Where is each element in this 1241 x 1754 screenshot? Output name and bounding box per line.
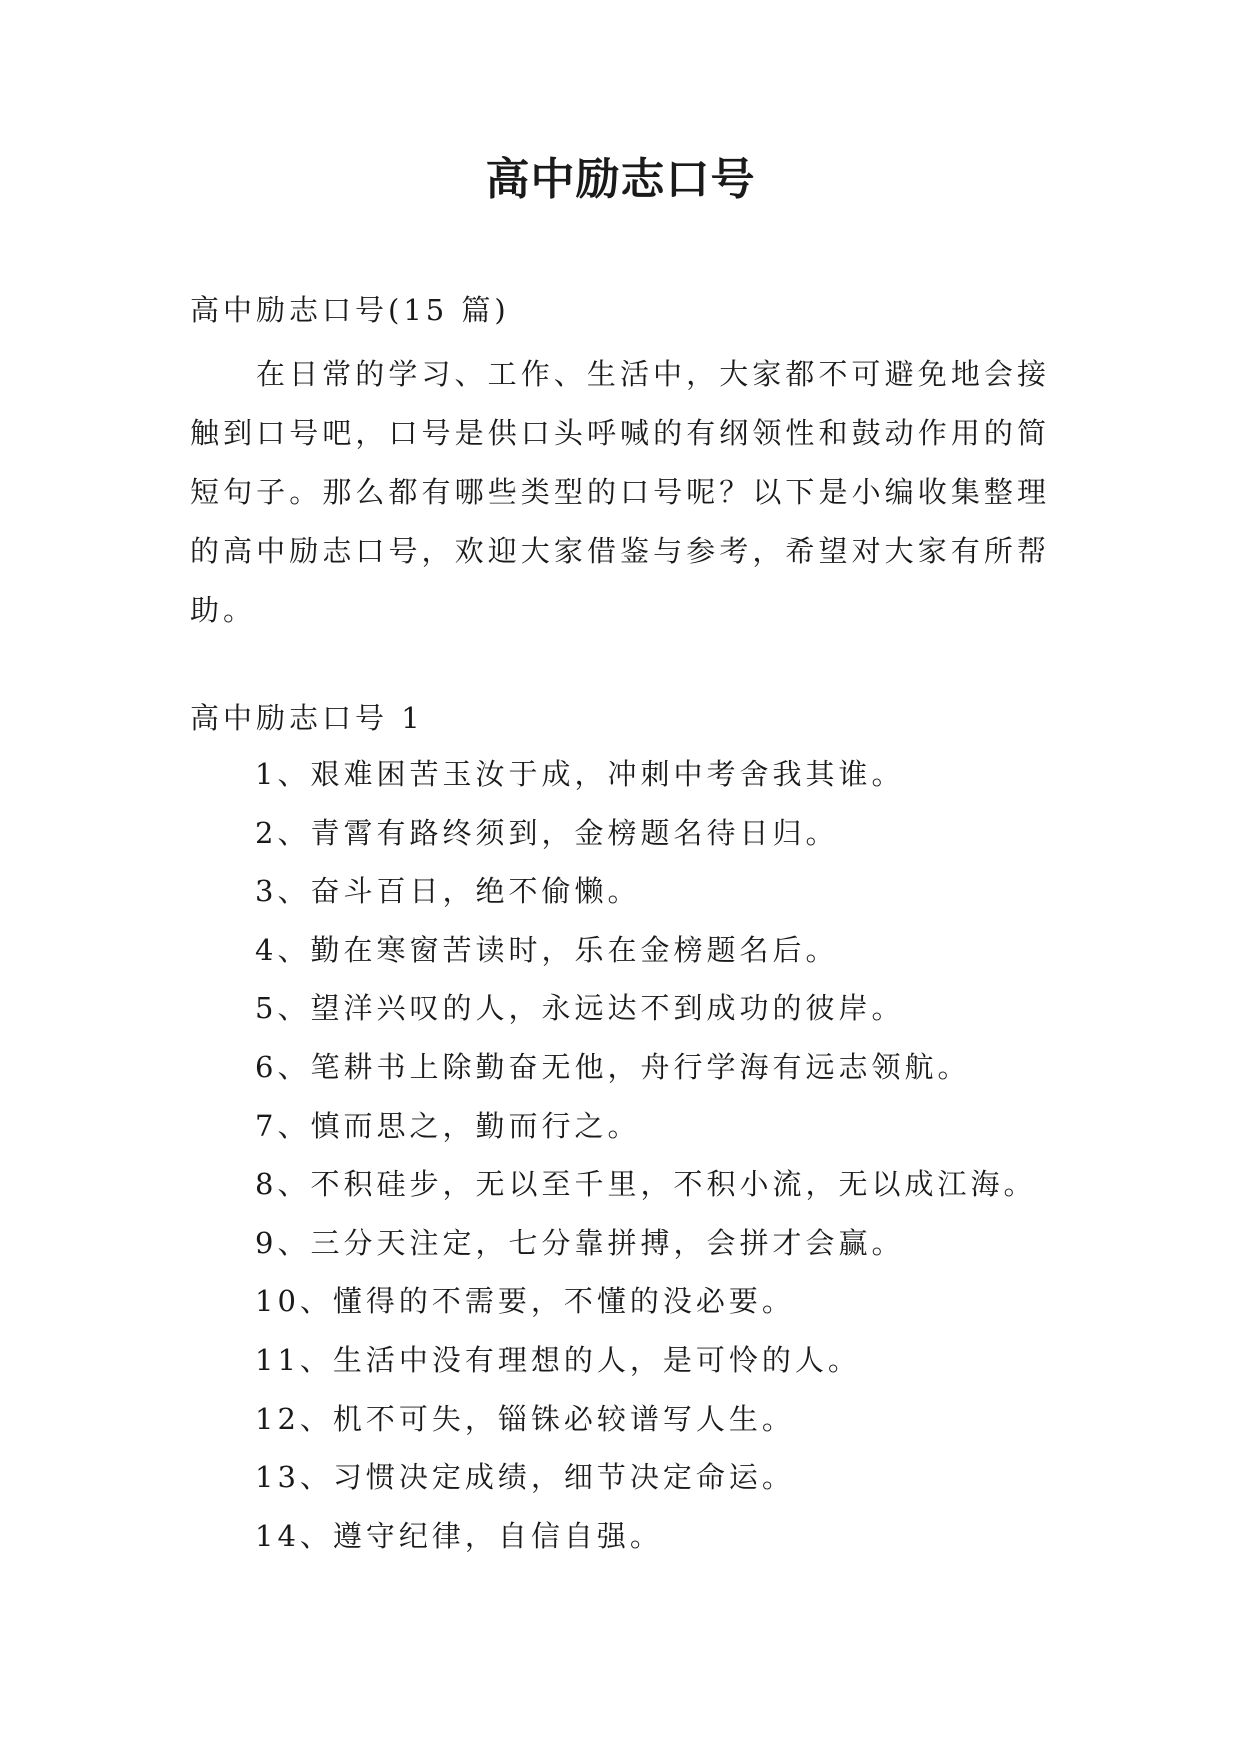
slogan-item: 1、艰难困苦玉汝于成，冲刺中考舍我其谁。 [255, 757, 905, 791]
intro-paragraph: 在日常的学习、工作、生活中，大家都不可避免地会接触到口号吧，口号是供口头呼喊的有纲领性和鼓动作用的简短句子。那么都有哪些类型的口号呢？以下是小编收集整理的高中励志口号，欢迎大家借鉴与参考，希望对大家有所帮助。 [190, 357, 1050, 627]
slogan-item: 12、机不可失，锱铢必较谱写人生。 [255, 1401, 795, 1436]
slogan-item: 7、慎而思之，勤而行之。 [255, 1108, 641, 1143]
slogan-item: 8、不积硅步，无以至千里，不积小流，无以成江海。 [255, 1167, 1037, 1202]
slogan-item: 3、奋斗百日，绝不偷懒。 [255, 874, 641, 909]
slogan-item: 2、青霄有路终须到，金榜题名待日归。 [255, 815, 839, 850]
slogan-item: 14、遵守纪律，自信自强。 [255, 1518, 663, 1553]
slogan-list [255, 754, 1075, 1574]
slogan-item: 11、生活中没有理想的人，是可怜的人。 [255, 1342, 861, 1377]
section-heading: 高中励志口号 1 [190, 701, 424, 735]
slogan-item: 5、望洋兴叹的人，永远达不到成功的彼岸。 [255, 991, 905, 1026]
document-title: 高中励志口号 [485, 154, 756, 205]
slogan-item: 13、习惯决定成绩，细节决定命运。 [255, 1460, 795, 1495]
slogan-item: 9、三分天注定，七分靠拼搏，会拼才会赢。 [255, 1225, 905, 1260]
document-subtitle: 高中励志口号(15 篇) [190, 293, 510, 327]
slogan-item: 6、笔耕书上除勤奋无他，舟行学海有远志领航。 [255, 1049, 971, 1084]
slogan-item: 4、勤在寒窗苦读时，乐在金榜题名后。 [255, 932, 839, 967]
slogan-item: 10、懂得的不需要，不懂的没必要。 [255, 1284, 795, 1319]
